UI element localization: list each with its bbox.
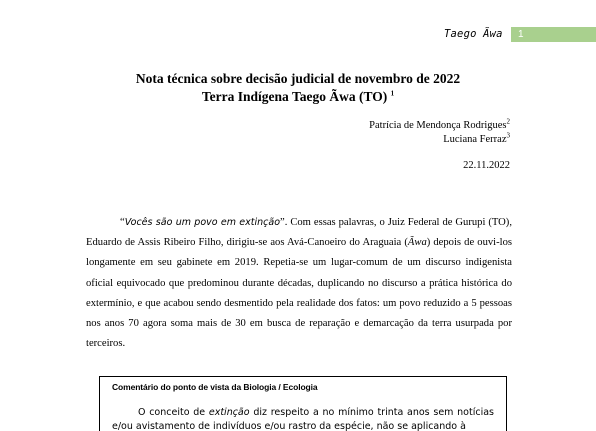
running-header: Taego Ãwa	[444, 28, 503, 40]
comment-box-title: Comentário do ponto de vista da Biologia / Ecologia	[112, 382, 318, 392]
document-date: 22.11.2022	[463, 160, 510, 171]
comment-box	[99, 376, 507, 431]
author-line	[443, 131, 510, 145]
title-footnote-ref[interactable]: 1	[390, 89, 395, 98]
comment-box-text	[112, 406, 494, 431]
document-title-line-2	[0, 89, 596, 105]
author-footnote-ref[interactable]: 3	[506, 131, 510, 140]
author-line	[369, 117, 510, 131]
quote-close: ”	[280, 217, 285, 228]
body-paragraph: “Vocês são um povo em extinção”. Com essas palavras, o Juiz Federal de Gurupi (TO), Eduardo de Assis Ribeiro Filho, dirigiu-se aos Avá-Canoeiro do Araguaia (Ãwa) depois de ouvi-los longamente em seu gabinete em 2019. Repetia-se um lugar-comum de um discurso indigenista oficial equivocado que predominou durante décadas, duplicando no discurso a prática histórica do extermínio, e que acabou sendo desmentido pela realidade dos fatos: um povo reduzido a 5 pessoas nos anos 70 agora soma mais de 30 em busca de reparação e demarcação da terra usurpada por terceiros.	[86, 217, 512, 350]
author-name: Patrícia de Mendonça Rodrigues	[369, 120, 507, 131]
title-text-2: Terra Indígena Taego Ãwa (TO)	[201, 89, 388, 104]
author-name: Luciana Ferraz	[443, 134, 507, 145]
comment-text-part-2: diz respeito a no mínimo trinta anos sem notícias e/ou avistamento de indivíduos e/ou rastro da espécie, não se aplicando à	[112, 407, 494, 431]
comment-text-italic: extinção	[208, 407, 250, 418]
comment-text-part-1: O conceito de	[138, 407, 209, 418]
body-text-part-1: . Com essas palavras, o Juiz Federal de Gurupi (TO), Eduardo de Assis Ribeiro Filho, dirigiu-se aos Avá-Canoeiro do Araguaia (	[86, 217, 512, 249]
body-text-part-2: ) depois de ouvi-los longamente em seu gabinete em 2019. Repetia-se um lugar-comum de um discurso indigenista oficial equivocado que predominou durante décadas, duplicando no discurso a prática histórica do extermínio, e que acabou sendo desmentido pela realidade dos fatos: um povo reduzido a 5 pessoas nos anos 70 agora soma mais de 30 em busca de reparação e demarcação da terra usurpada por terceiros.	[86, 237, 512, 350]
author-footnote-ref[interactable]: 2	[506, 117, 510, 126]
title-text-1: Nota técnica sobre decisão judicial de novembro de 2022	[135, 71, 461, 86]
opening-quote: Vocês são um povo em extinção	[124, 217, 281, 228]
body-text-italic: Ãwa	[407, 237, 427, 249]
page-number-badge: 1	[511, 27, 596, 42]
document-title-line-1	[0, 71, 596, 87]
